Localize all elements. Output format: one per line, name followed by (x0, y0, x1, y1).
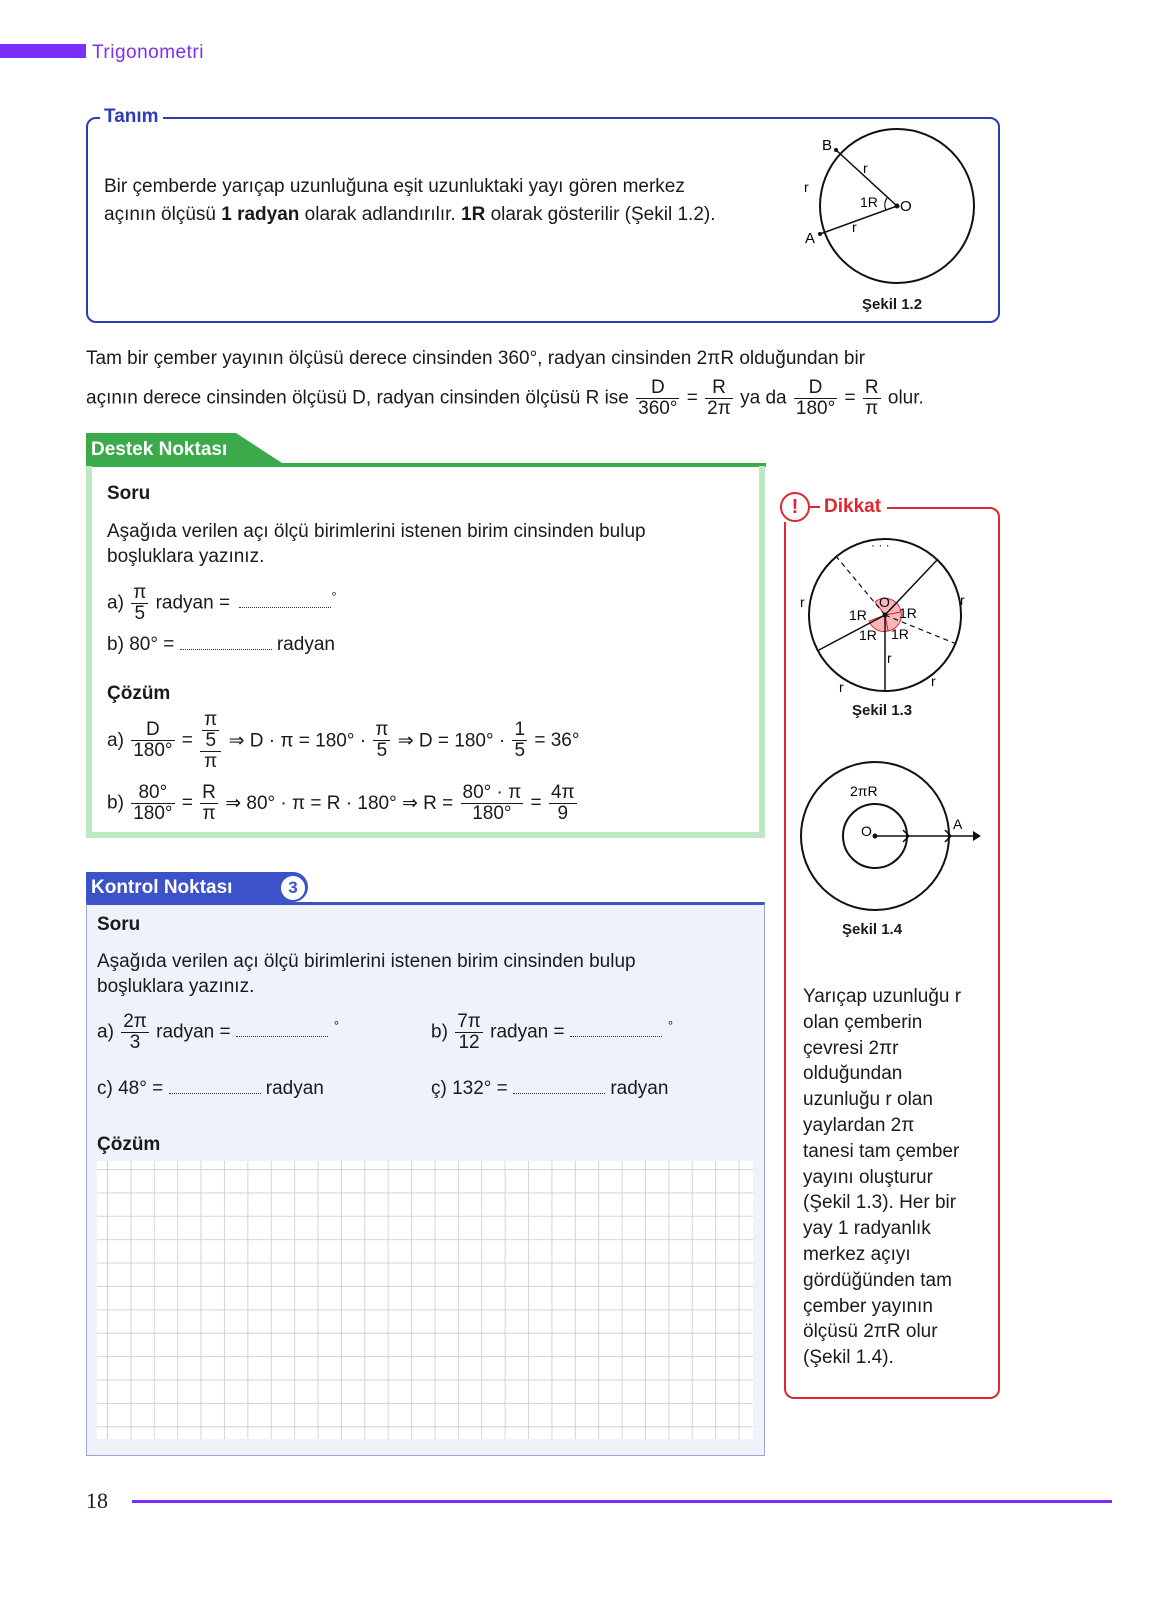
svg-text:1R: 1R (899, 605, 917, 621)
svg-text:r: r (839, 679, 844, 695)
destek-soru-title: Soru (107, 483, 151, 504)
point-o (895, 204, 900, 209)
answer-blank[interactable] (570, 1035, 662, 1037)
answer-blank[interactable] (236, 1035, 328, 1037)
label-1r: 1R (860, 194, 878, 210)
svg-text:r: r (960, 592, 965, 608)
kontrol-item-a: a) $\frac{2\pi}{3}$ radyan = ° (97, 1011, 340, 1053)
caption-1-2: Şekil 1.2 (862, 296, 923, 313)
fraction-r-2pi: $\frac{R}{2\pi}$ (707, 377, 731, 419)
fraction-d-180: $\frac{D}{180^\circ}$ (795, 377, 836, 419)
point-b (834, 148, 838, 152)
kontrol-soru-text-2: boşluklara yazınız. (97, 976, 255, 997)
svg-text:r: r (887, 650, 892, 666)
destek-soru-text-2: boşluklara yazınız. (107, 546, 265, 567)
kontrol-number-badge: 3 (280, 875, 306, 901)
tanim-label: Tanım (100, 106, 163, 128)
svg-text:A: A (953, 816, 963, 832)
figure-1-2 (790, 120, 990, 300)
dikkat-header: ! Dikkat (780, 492, 887, 522)
point-a (818, 232, 822, 236)
tanim-text-1: Bir çemberde yarıçap uzunluğuna eşit uzunluktaki yayı gören merkez (104, 176, 685, 197)
kontrol-item-b: b) $\frac{7\pi}{12}$ radyan = ° (431, 1011, 674, 1053)
kontrol-item-d: ç) 132° = radyan (431, 1078, 669, 1099)
fraction-d-360: $\frac{D}{360^\circ}$ (638, 377, 678, 419)
exclamation-icon: ! (780, 492, 810, 522)
tanim-text-2: açının ölçüsü 1 radyan olarak adlandırılır. 1R olarak gösterilir (Şekil 1.2). (104, 204, 716, 225)
destek-cozum-title: Çözüm (107, 683, 171, 704)
fraction-r-pi: $\frac{R}{\pi}$ (864, 377, 879, 419)
paragraph-line-1: Tam bir çember yayının ölçüsü derece cinsinden 360°, radyan cinsinden 2πR olduğundan bir (86, 348, 866, 369)
svg-text:2πR: 2πR (850, 783, 878, 799)
solution-a: a) $\frac{D}{180^\circ}$ = $\frac{\frac{\pi}{5}}{\pi}$ ⇒ D · π = 180° · $\frac{\pi}{5}$ ⇒ D = 180° · $\frac{1}{5}$ = 36° (107, 709, 580, 772)
svg-text:1R: 1R (859, 627, 877, 643)
label-a: A (805, 230, 816, 247)
dikkat-text: Yarıçap uzunluğu r olan çemberin çevresi 2πr olduğundan uzunluğu r olan yaylardan 2π tanesi tam çember yayını oluşturur (Şekil 1.3). Her bir yay 1 radyanlık merkez açıyı gördüğünden tam çember yayının ölçüsü 2πR olur (Şekil 1.4). (803, 986, 962, 1369)
destek-item-b: b) 80° = radyan (107, 634, 335, 655)
svg-text:O: O (861, 823, 872, 839)
destek-item-a: a) $\frac{\pi}{5}$ radyan = ° (107, 582, 337, 624)
svg-text:1R: 1R (849, 607, 867, 623)
destek-label: Destek Noktası (91, 439, 228, 460)
label-b: B (822, 137, 833, 154)
figure-1-4 (795, 760, 985, 915)
svg-text:· · ·: · · · (871, 538, 890, 552)
answer-blank[interactable] (169, 1092, 261, 1094)
header-bar (0, 44, 86, 58)
solution-b: b) $\frac{80^\circ}{180^\circ}$ = $\frac{R}{\pi}$ ⇒ 80° · π = R · 180° ⇒ R = $\frac{80^\circ \cdot \pi}{180^\circ}$ = $\frac{4\pi}{9}$ (107, 782, 575, 824)
label-r-arc: r (804, 179, 809, 195)
kontrol-item-c: c) 48° = radyan (97, 1078, 324, 1099)
answer-blank[interactable] (180, 648, 272, 650)
answer-blank[interactable] (513, 1092, 605, 1094)
kontrol-soru-title: Soru (97, 914, 141, 935)
svg-text:1R: 1R (891, 626, 909, 642)
angle-arc (885, 198, 887, 210)
caption-1-3: Şekil 1.3 (852, 702, 913, 719)
destek-soru-text-1: Aşağıda verilen açı ölçü birimlerini istenen birim cinsinden bulup (107, 521, 646, 542)
answer-blank[interactable] (239, 606, 331, 608)
label-o: O (900, 198, 912, 215)
footer-line (132, 1500, 1112, 1503)
paragraph-line-2: açının derece cinsinden ölçüsü D, radyan cinsinden ölçüsü R ise $\frac{D}{360^\circ}$ = $\frac{R}{2\pi}$ ya da $\frac{D}{180^\circ}$ = $\frac{R}{\pi}$ olur. (86, 377, 924, 419)
svg-text:r: r (800, 594, 805, 610)
header-title: Trigonometri (92, 42, 204, 63)
kontrol-label: Kontrol Noktası (91, 877, 233, 898)
label-r-top: r (863, 160, 868, 176)
answer-grid[interactable] (97, 1161, 753, 1439)
label-r-bottom: r (852, 219, 857, 235)
kontrol-cozum-title: Çözüm (97, 1134, 161, 1155)
svg-text:O: O (879, 594, 890, 610)
svg-text:r: r (931, 673, 936, 689)
figure-1-3 (795, 535, 980, 700)
caption-1-4: Şekil 1.4 (842, 921, 903, 938)
page-number: 18 (86, 1488, 108, 1513)
kontrol-soru-text-1: Aşağıda verilen açı ölçü birimlerini istenen birim cinsinden bulup (97, 951, 636, 972)
